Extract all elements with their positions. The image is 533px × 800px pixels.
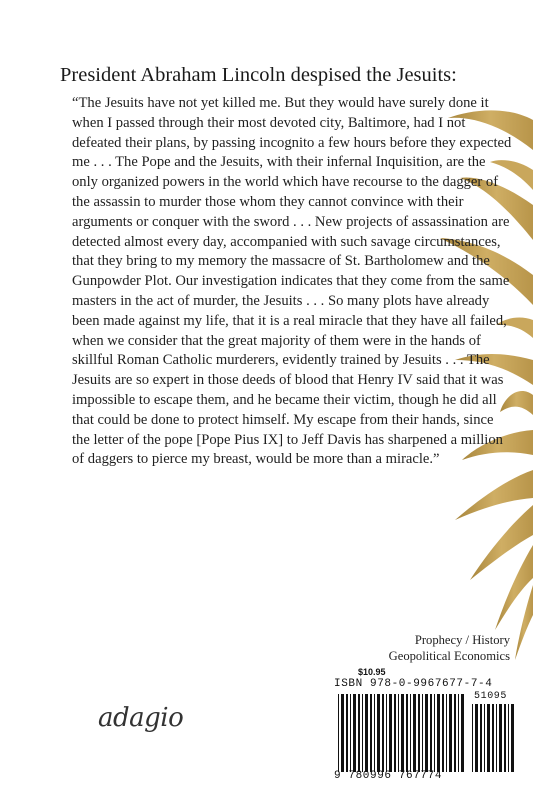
barcode-stripe	[353, 694, 356, 772]
category-line-1: Prophecy / History	[414, 633, 510, 647]
barcode-stripe	[338, 694, 339, 772]
price-label: $10.95	[358, 667, 386, 677]
barcode-stripe	[374, 694, 375, 772]
barcode-stripe	[496, 704, 497, 772]
ean-barcode	[338, 694, 468, 772]
barcode-stripe	[389, 694, 392, 772]
lincoln-quote: “The Jesuits have not yet killed me. But they would have surely done it when I passed through their most devoted city, Baltimore, had I not defeated their plans, by passing incognito a few hours before they expected me . . . The Pope and the Jesuits, with their infernal Inquisition, are the only organized powers in the world which have recourse to the dagger of the assassin to murder those whom they cannot convince with their arguments or conquer with the sword . . . New projects of assassination are detected almost every day, accompanied with such savage circumstances, that they bring to my memory the massacre of St. Bartholomew and the Gunpowder Plot. Our investigation indicates that they come from the same masters in the act of murder, the Jesuits . . . So many plots have already been made against my life, that it is a real miracle that they have all failed, when we consider that the great majority of them were in the hands of skillful Roman Catholic murderers, evidently trained by Jesuits . . . The Jesuits are so expert in those deeds of blood that Henry IV said that it was impossible to escape them, and he became their victim, though he did all that could be done to protect himself. My escape from their hands, since the letter of the pope [Pope Pius IX] to Jeff Davis has sharpened a million of daggers to pierce my breast, would be more than a miracle.”	[72, 95, 512, 468]
barcode-stripe	[461, 694, 464, 772]
publisher-logo: adagio	[98, 703, 184, 733]
barcode-stripe	[394, 694, 396, 772]
barcode-stripe	[458, 694, 459, 772]
barcode-stripe	[504, 704, 506, 772]
barcode-stripe	[410, 694, 411, 772]
barcode-stripe	[472, 704, 473, 772]
barcode-stripe	[346, 694, 348, 772]
cover-heading: President Abraham Lincoln despised the Jesuits:	[60, 64, 457, 86]
barcode-stripe	[437, 694, 440, 772]
barcode-stripe	[446, 694, 447, 772]
ean-digits: 9 780996 767774	[334, 770, 443, 782]
barcode-stripe	[434, 694, 435, 772]
barcode-stripe	[382, 694, 384, 772]
book-category	[340, 633, 510, 664]
barcode-stripe	[508, 704, 509, 772]
barcode-addon-digits: 51095	[474, 691, 508, 702]
price-addon-barcode	[472, 704, 518, 772]
barcode-stripe	[413, 694, 416, 772]
barcode-stripe	[442, 694, 444, 772]
barcode-stripe	[418, 694, 420, 772]
barcode-stripe	[401, 694, 404, 772]
barcode-stripe	[484, 704, 485, 772]
barcode-stripe	[370, 694, 372, 772]
isbn-barcode-block	[330, 664, 522, 784]
barcode-stripe	[475, 704, 478, 772]
barcode-stripe	[487, 704, 490, 772]
barcode-stripe	[454, 694, 456, 772]
barcode-stripe	[449, 694, 452, 772]
barcode-stripe	[377, 694, 380, 772]
barcode-stripe	[350, 694, 351, 772]
barcode-stripe	[511, 704, 514, 772]
barcode-stripe	[398, 694, 399, 772]
barcode-stripe	[425, 694, 428, 772]
barcode-stripe	[358, 694, 360, 772]
barcode-stripe	[386, 694, 387, 772]
barcode-stripe	[365, 694, 368, 772]
barcode-stripe	[362, 694, 363, 772]
barcode-stripe	[499, 704, 502, 772]
barcode-stripe	[430, 694, 432, 772]
barcode-stripe	[422, 694, 423, 772]
barcode-stripe	[406, 694, 408, 772]
barcode-stripe	[480, 704, 482, 772]
barcode-stripe	[341, 694, 344, 772]
isbn-text: ISBN 978-0-9967677-7-4	[334, 678, 493, 690]
barcode-stripe	[492, 704, 494, 772]
category-line-2: Geopolitical Economics	[388, 648, 510, 663]
